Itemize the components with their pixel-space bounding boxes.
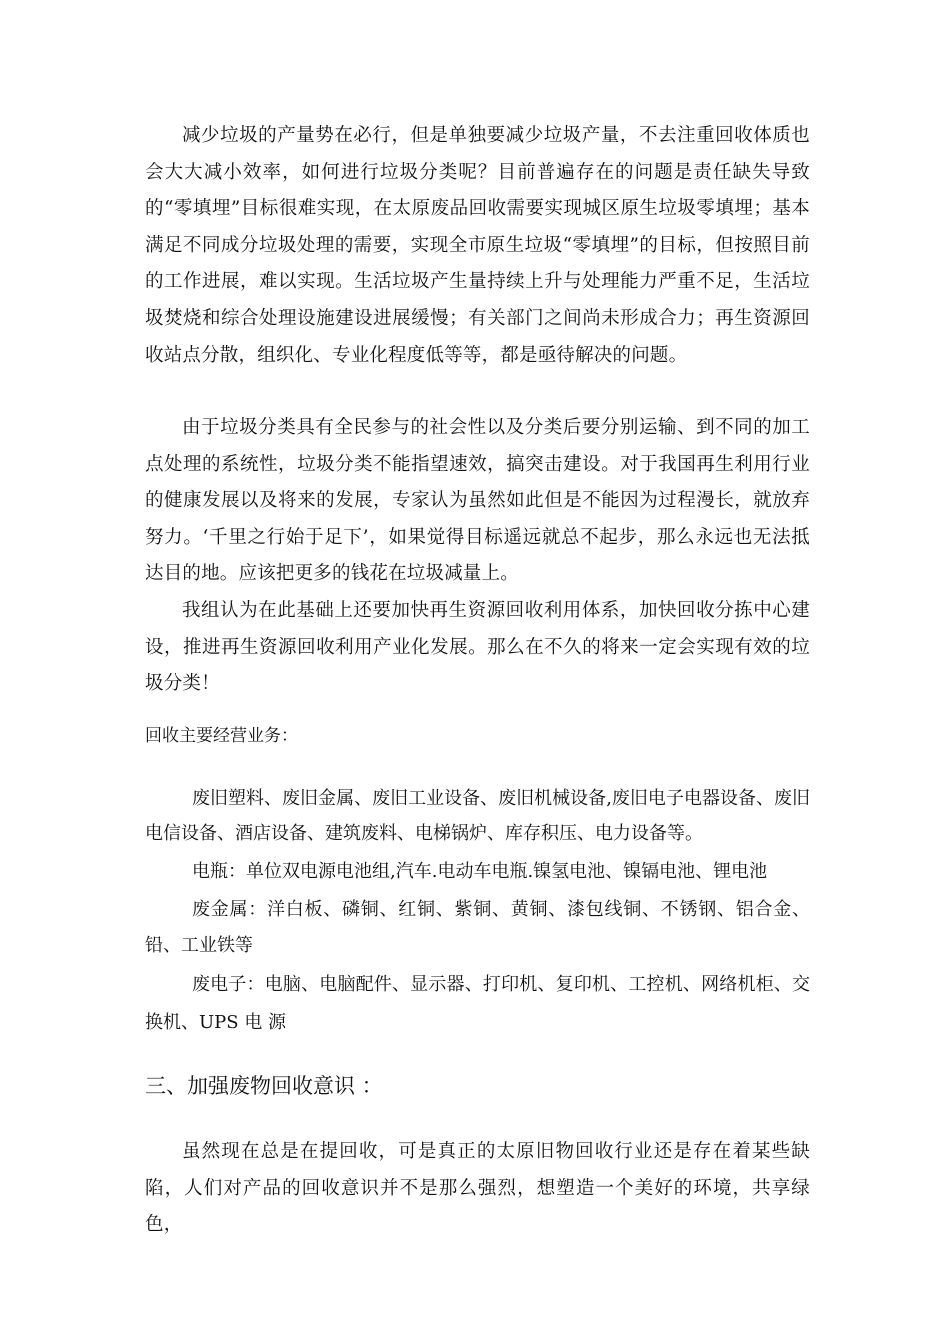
paragraph-classification-effort: 由于垃圾分类具有全民参与的社会性以及分类后要分别运输、到不同的加工点处理的系统性，垃圾分类不能指望速效，搞突击建设。对于我国再生利用行业的健康发展以及将来的发展，专家认为虽然如此但是不能因为过程漫长，就放弃努力。‘千里之行始于足下’，如果觉得目标遥远就总不起步，那么永远也无法抵达目的地。应该把更多的钱花在垃圾减量上。	[145, 417, 810, 585]
electronics-list: 废电子：电脑、电脑配件、显示器、打印机、复印机、工控机、网络机柜、交换机、UPS 电 源	[145, 974, 810, 1033]
section-3-heading: 三、加强废物回收意识 ：	[145, 1074, 383, 1098]
paragraph-recycling-awareness: 虽然现在总是在提回收，可是真正的太原旧物回收行业还是存在着某些缺陷，人们对产品的回收意识并不是那么强烈，想塑造一个美好的环境，共享绿色，	[145, 1141, 810, 1236]
scrap-metal-list: 废金属：洋白板、磷铜、红铜、紫铜、黄铜、漆包线铜、不锈钢、铝合金、铅、工业铁等	[145, 899, 810, 956]
business-main-list: 废旧塑料、废旧金属、废旧工业设备、废旧机械设备,废旧电子电器设备、废旧电信设备、酒店设备、建筑废料、电梯锅炉、库存积压、电力设备等。	[145, 788, 810, 844]
battery-list: 电瓶：单位双电源电池组,汽车.电动车电瓶.镍氢电池、镍镉电池、锂电池	[192, 861, 768, 882]
business-label: 回收主要经营业务：	[145, 726, 298, 746]
paragraph-group-opinion: 我组认为在此基础上还要加快再生资源回收利用体系，加快回收分拣中心建设，推进再生资源回收利用产业化发展。那么在不久的将来一定会实现有效的垃圾分类！	[145, 600, 810, 695]
paragraph-waste-reduction: 减少垃圾的产量势在必行，但是单独要减少垃圾产量，不去注重回收体质也会大大减小效率，如何进行垃圾分类呢？目前普遍存在的问题是责任缺失导致的“零填埋”目标很难实现，在太原废品回收需要实现城区原生垃圾零填埋；基本满足不同成分垃圾处理的需要，实现全市原生垃圾“零填埋”的目标，但按照目前的工作进展，难以实现。生活垃圾产生量持续上升与处理能力严重不足，生活垃圾焚烧和综合处理设施建设进展缓慢；有关部门之间尚未形成合力；再生资源回收站点分散，组织化、专业化程度低等等，都是亟待解决的问题。	[145, 125, 810, 366]
